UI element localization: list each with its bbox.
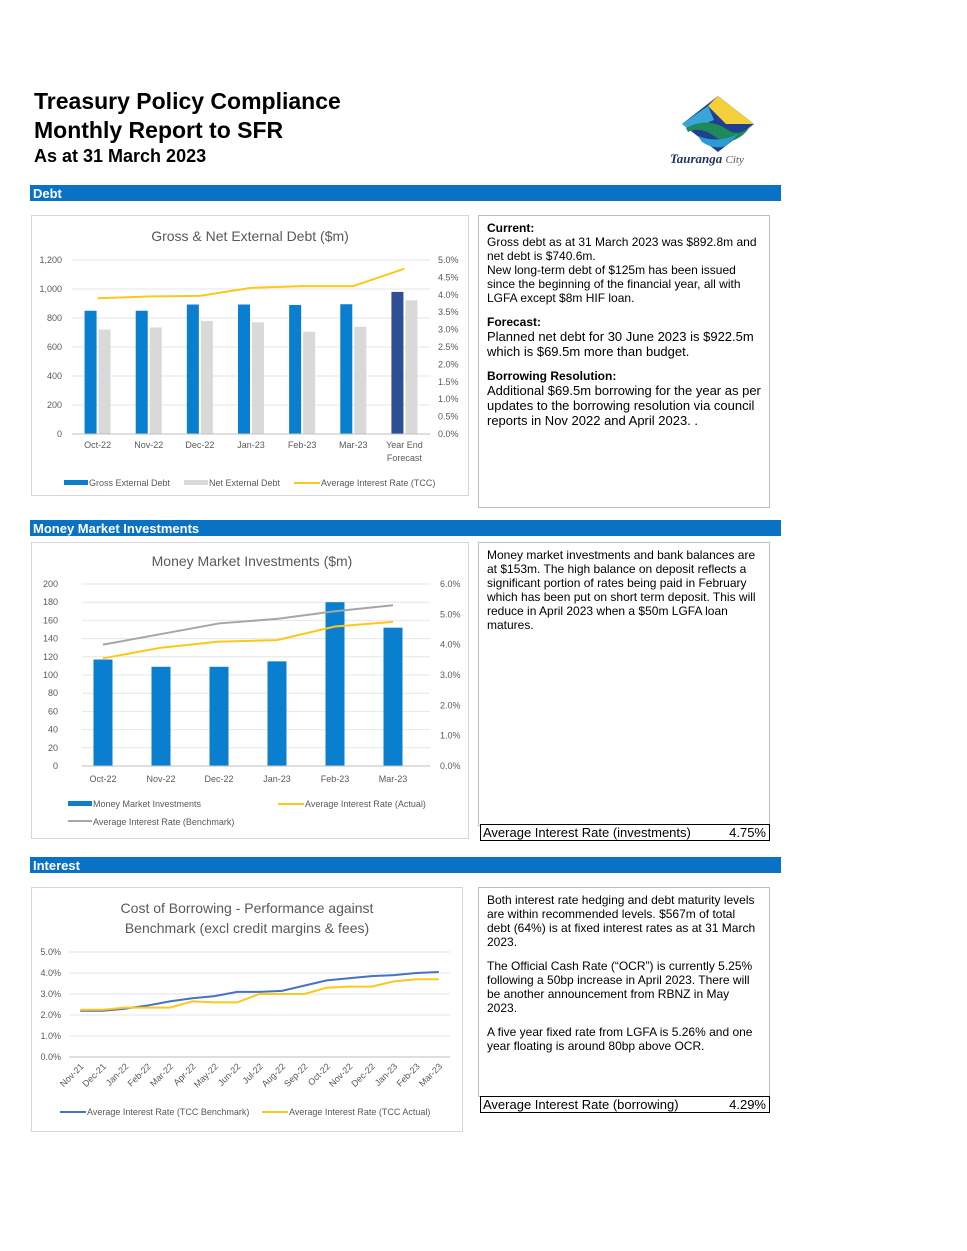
- x-tick-label: Jan-23: [263, 774, 291, 784]
- y2-tick-label: 5.0%: [438, 255, 459, 265]
- mmi-chart-panel: [31, 542, 469, 839]
- x-tick-label: Feb-23: [320, 774, 350, 784]
- legend-swatch-net: [184, 480, 208, 485]
- bar-money-market-investments: [384, 628, 403, 766]
- interest-commentary: [478, 887, 770, 1097]
- forecast-heading: Forecast:: [487, 315, 542, 329]
- y2-tick-label: 3.0%: [438, 324, 459, 335]
- x-tick-label: Apr-22: [171, 1061, 198, 1088]
- investments-rate-box: [480, 824, 770, 841]
- y2-tick-label: 4.5%: [438, 272, 459, 283]
- y-tick-label: 140: [42, 633, 58, 644]
- x-tick-label: Feb-23: [394, 1061, 422, 1089]
- debt-chart: [32, 216, 468, 495]
- x-tick-label: Jul-22: [240, 1061, 265, 1086]
- y-tick-label: 0: [56, 429, 62, 439]
- x-tick-label: Sep-22: [282, 1061, 310, 1089]
- chart-title: Money Market Investments ($m): [151, 553, 353, 569]
- page-title: Treasury Policy Compliance: [34, 88, 341, 114]
- legend-swatch-mmi: [68, 801, 92, 806]
- current-heading: Current:: [487, 221, 535, 235]
- y2-tick-label: 0.0%: [440, 761, 461, 771]
- y-tick-label: 200: [42, 579, 58, 589]
- chart-title-line2: Benchmark (excl credit margins & fees): [124, 920, 370, 936]
- bar-net-external-debt: [201, 321, 213, 434]
- legend-swatch-gross: [64, 480, 88, 485]
- y2-tick-label: 1.0%: [438, 394, 459, 405]
- borrowing-rate-box: [480, 1096, 770, 1113]
- page-subtitle: Monthly Report to SFR: [34, 117, 284, 143]
- y-tick-label: 180: [42, 597, 58, 608]
- y-tick-label: 80: [47, 688, 58, 699]
- interest-body-3: A five year fixed rate from LGFA is 5.26% and one year floating is around 80bp above OCR.: [487, 1025, 753, 1053]
- bar-net-external-debt: [99, 330, 111, 434]
- y-tick-label: 800: [46, 313, 62, 323]
- legend-label-benchmark: Average Interest Rate (Benchmark): [93, 817, 235, 827]
- x-tick-label: Oct-22: [89, 774, 117, 784]
- x-tick-label: May-22: [191, 1061, 221, 1090]
- bar-money-market-investments: [94, 660, 113, 766]
- bar-net-external-debt: [252, 322, 264, 434]
- logo-city: City: [725, 154, 744, 166]
- chart-title: Gross & Net External Debt ($m): [151, 228, 349, 244]
- interest-chart: [32, 888, 462, 1131]
- y2-tick-label: 0.5%: [438, 411, 459, 422]
- line-tcc-actual: [80, 979, 439, 1009]
- mmi-body: Money market investments and bank balances are at $153m. The high balance on deposit reflects a significant portion of rates being paid in February which has been put on short term deposit. This will reduce in April 2023 when a $50m LGFA loan matures.: [487, 548, 756, 632]
- investments-rate-value: 4.75%: [729, 825, 766, 840]
- x-tick-label-line2: Forecast: [386, 453, 422, 463]
- y-tick-label: 600: [46, 342, 62, 352]
- section-band-mmi: [30, 520, 781, 536]
- y2-tick-label: 2.5%: [438, 342, 459, 352]
- bar-gross-external-debt: [187, 305, 199, 434]
- y-tick-label: 120: [42, 651, 58, 662]
- y2-tick-label: 5.0%: [440, 609, 461, 620]
- tauranga-logo: [668, 94, 768, 168]
- y2-tick-label: 3.5%: [438, 307, 459, 318]
- bar-net-external-debt: [405, 300, 417, 434]
- borrowing-rate-value: 4.29%: [729, 1097, 766, 1112]
- x-tick-label: Nov-21: [58, 1061, 86, 1089]
- forecast-body: Planned net debt for 30 June 2023 is $922.5m which is $69.5m more than budget.: [487, 329, 754, 359]
- bar-money-market-investments: [210, 667, 229, 766]
- x-tick-label: Mar-22: [148, 1061, 176, 1089]
- y-tick-label: 20: [47, 742, 58, 753]
- x-tick-label: Dec-22: [204, 774, 234, 784]
- x-tick-label: Dec-22: [185, 440, 215, 450]
- y-tick-label: 4.0%: [40, 968, 61, 978]
- legend-label-benchmark: Average Interest Rate (TCC Benchmark): [87, 1107, 250, 1117]
- line-tcc-benchmark: [80, 972, 439, 1011]
- y2-tick-label: 1.0%: [440, 730, 461, 741]
- x-tick-label: Year End: [386, 440, 423, 450]
- y-tick-label: 40: [47, 724, 58, 735]
- report-date: As at 31 March 2023: [34, 146, 207, 166]
- bar-net-external-debt: [150, 327, 162, 434]
- debt-commentary: [478, 215, 770, 508]
- line-average-interest-rate-actual: [103, 622, 393, 658]
- section-band-debt: [30, 185, 781, 201]
- y2-tick-label: 4.0%: [440, 639, 461, 650]
- debt-chart-panel: [31, 215, 469, 496]
- interest-body-2: The Official Cash Rate (“OCR”) is currently 5.25% following a 50bp increase in April 2023. There will be another announcement from RBNZ in May 2023.: [487, 959, 753, 1015]
- x-tick-label: Feb-23: [287, 440, 317, 450]
- bar-gross-external-debt: [391, 292, 403, 434]
- y-tick-label: 0: [52, 761, 58, 771]
- x-tick-label: Feb-22: [125, 1061, 153, 1089]
- bar-gross-external-debt: [289, 305, 301, 434]
- y2-tick-label: 2.0%: [438, 359, 459, 370]
- legend-label-rate: Average Interest Rate (TCC): [321, 478, 436, 488]
- bar-net-external-debt: [354, 327, 366, 434]
- y-tick-label: 1,000: [39, 284, 62, 294]
- legend-label-mmi: Money Market Investments: [93, 799, 202, 809]
- legend-label-actual: Average Interest Rate (Actual): [305, 799, 426, 809]
- interest-chart-panel: [31, 887, 463, 1132]
- y2-tick-label: 1.5%: [438, 376, 459, 387]
- x-tick-label: Nov-22: [326, 1061, 355, 1089]
- logo-text: Tauranga: [670, 151, 723, 166]
- section-title-interest: Interest: [33, 858, 80, 873]
- x-tick-label: Jan-23: [372, 1061, 400, 1088]
- x-tick-label: Dec-21: [80, 1061, 109, 1089]
- current-body-2: New long-term debt of $125m has been issued since the beginning of the financial year, all with LGFA except $8m HIF loan.: [487, 263, 741, 305]
- x-tick-label: Jun-22: [215, 1061, 243, 1088]
- bar-gross-external-debt: [238, 305, 250, 434]
- y2-tick-label: 0.0%: [438, 429, 459, 439]
- y2-tick-label: 4.0%: [438, 289, 459, 300]
- y2-tick-label: 6.0%: [440, 579, 461, 589]
- borrowing-rate-label: Average Interest Rate (borrowing): [483, 1097, 679, 1112]
- bar-money-market-investments: [152, 667, 171, 766]
- current-body-1: Gross debt as at 31 March 2023 was $892.8m and net debt is $740.6m.: [487, 235, 757, 263]
- x-tick-label: Jan-23: [237, 440, 265, 450]
- bar-gross-external-debt: [136, 311, 148, 434]
- y-tick-label: 0.0%: [40, 1052, 61, 1062]
- legend-label-gross: Gross External Debt: [89, 478, 171, 488]
- bar-money-market-investments: [268, 661, 287, 766]
- y-tick-label: 2.0%: [40, 1010, 61, 1020]
- y-tick-label: 1,200: [39, 255, 62, 265]
- x-tick-label: Jan-22: [103, 1061, 131, 1088]
- y-tick-label: 5.0%: [40, 947, 61, 957]
- x-tick-label: Oct-22: [84, 440, 112, 450]
- x-tick-label: Aug-22: [259, 1061, 288, 1089]
- x-tick-label: Nov-22: [146, 774, 176, 784]
- section-title-debt: Debt: [33, 186, 62, 201]
- y2-tick-label: 2.0%: [440, 700, 461, 711]
- borrowing-heading: Borrowing Resolution:: [487, 369, 617, 383]
- x-tick-label: Nov-22: [134, 440, 164, 450]
- legend-label-net: Net External Debt: [209, 478, 281, 488]
- investments-rate-label: Average Interest Rate (investments): [483, 825, 691, 840]
- section-band-interest: [30, 857, 781, 873]
- bar-gross-external-debt: [85, 311, 97, 434]
- x-tick-label: Mar-23: [378, 774, 408, 784]
- y-tick-label: 400: [46, 371, 62, 381]
- chart-title-line1: Cost of Borrowing - Performance against: [120, 900, 374, 916]
- line-average-interest-rate-tcc: [98, 269, 405, 299]
- y-tick-label: 100: [42, 670, 58, 680]
- y2-tick-label: 3.0%: [440, 670, 461, 680]
- y-tick-label: 1.0%: [40, 1031, 61, 1041]
- mmi-commentary: [478, 542, 770, 826]
- section-title-mmi: Money Market Investments: [33, 521, 200, 536]
- y-tick-label: 3.0%: [40, 989, 61, 999]
- y-tick-label: 200: [46, 400, 62, 410]
- y-tick-label: 60: [47, 706, 58, 717]
- bar-net-external-debt: [303, 332, 315, 434]
- borrowing-body: Additional $69.5m borrowing for the year as per updates to the borrowing resolution via council reports in Nov 2022 and April 2023. .: [487, 383, 761, 428]
- x-tick-label: Mar-23: [339, 440, 368, 450]
- interest-body-1: Both interest rate hedging and debt maturity levels are within recommended levels. $567m of total debt (64%) is at fixed interest rates as at 31 March 2023.: [487, 893, 756, 949]
- legend-label-actual: Average Interest Rate (TCC Actual): [289, 1107, 431, 1117]
- bar-gross-external-debt: [340, 304, 352, 434]
- x-tick-label: Mar-23: [416, 1061, 445, 1089]
- x-tick-label: Dec-22: [349, 1061, 377, 1089]
- x-tick-label: Oct-22: [305, 1061, 333, 1088]
- mmi-chart: [32, 543, 468, 838]
- y-tick-label: 160: [42, 615, 58, 626]
